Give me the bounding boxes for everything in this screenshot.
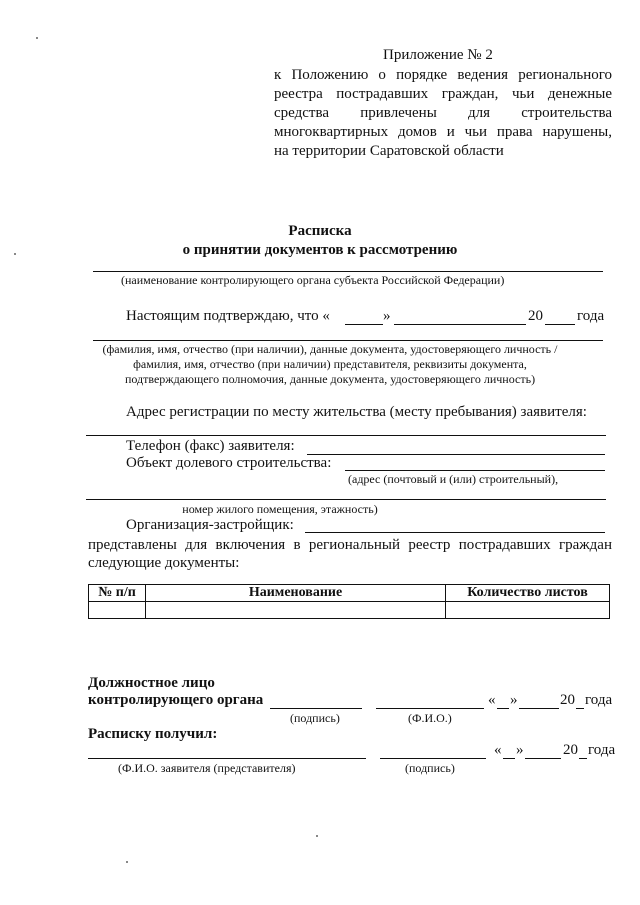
table-cell-number[interactable] bbox=[89, 602, 146, 619]
document-subtitle: о принятии документов к рассмотрению bbox=[182, 242, 458, 258]
confirm-prefix: Настоящим подтверждаю, что « bbox=[126, 308, 330, 324]
person-caption-2: фамилия, имя, отчество (при наличии) представителя, реквизиты документа, bbox=[133, 357, 527, 371]
official-year: 20 bbox=[560, 692, 575, 708]
official-label-2: контролирующего органа bbox=[88, 692, 264, 708]
address-line[interactable] bbox=[86, 435, 606, 436]
official-sign-line[interactable] bbox=[270, 708, 362, 709]
scan-speck bbox=[36, 37, 38, 39]
col-number-header: № п/п bbox=[89, 585, 146, 602]
appendix-title: Приложение № 2 bbox=[383, 47, 493, 63]
scan-speck bbox=[14, 253, 16, 255]
document-title: Расписка bbox=[288, 223, 352, 239]
confirm-month-line[interactable] bbox=[394, 324, 526, 325]
object-label: Объект долевого строительства: bbox=[126, 455, 332, 471]
official-month-line[interactable] bbox=[519, 708, 559, 709]
official-date-open: « bbox=[488, 692, 496, 708]
received-month-line[interactable] bbox=[525, 758, 561, 759]
received-date-close: » bbox=[516, 742, 524, 758]
confirm-day-line[interactable] bbox=[345, 324, 383, 325]
received-label: Расписку получил: bbox=[88, 726, 218, 742]
scan-speck bbox=[316, 835, 318, 837]
received-date-open: « bbox=[494, 742, 502, 758]
official-year-line[interactable] bbox=[576, 708, 584, 709]
confirm-mid: » bbox=[383, 308, 391, 324]
official-sign-caption: (подпись) bbox=[290, 711, 340, 725]
person-line[interactable] bbox=[93, 340, 603, 341]
col-sheets-header: Количество листов bbox=[446, 585, 610, 602]
person-caption-1: (фамилия, имя, отчество (при наличии), данные документа, удостоверяющего личность / bbox=[102, 342, 558, 356]
received-name-line[interactable] bbox=[88, 758, 366, 759]
apartment-line[interactable] bbox=[86, 499, 606, 500]
appendix-line-4: многоквартирных домов и чьи права нарушены, bbox=[274, 124, 612, 140]
table-cell-sheets[interactable] bbox=[446, 602, 610, 619]
scan-speck bbox=[126, 861, 128, 863]
submitted-line-1: представлены для включения в региональный реестр пострадавших граждан bbox=[88, 537, 612, 553]
appendix-line-5: на территории Саратовской области bbox=[274, 143, 504, 159]
official-name-line[interactable] bbox=[376, 708, 484, 709]
official-year-suffix: года bbox=[585, 692, 613, 708]
received-year-suffix: года bbox=[588, 742, 616, 758]
official-label-1: Должностное лицо bbox=[88, 675, 215, 691]
col-name-header: Наименование bbox=[146, 585, 446, 602]
phone-label: Телефон (факс) заявителя: bbox=[126, 438, 295, 454]
table-cell-name[interactable] bbox=[146, 602, 446, 619]
received-year-line[interactable] bbox=[579, 758, 587, 759]
person-caption-3: подтверждающего полномочия, данные документа, удостоверяющего личность) bbox=[124, 372, 536, 386]
received-day-line[interactable] bbox=[503, 758, 515, 759]
official-name-caption: (Ф.И.О.) bbox=[408, 711, 452, 725]
developer-line[interactable] bbox=[305, 532, 605, 533]
documents-table bbox=[88, 584, 610, 619]
object-line[interactable] bbox=[345, 470, 605, 471]
address-label: Адрес регистрации по месту жительства (месту пребывания) заявителя: bbox=[126, 404, 587, 420]
received-sign-line[interactable] bbox=[380, 758, 486, 759]
organ-caption: (наименование контролирующего органа субъекта Российской Федерации) bbox=[121, 273, 505, 287]
phone-line[interactable] bbox=[307, 454, 605, 455]
confirm-year-line[interactable] bbox=[545, 324, 575, 325]
official-day-line[interactable] bbox=[497, 708, 509, 709]
appendix-line-2: реестра пострадавших граждан, чьи денежные bbox=[274, 86, 612, 102]
table-header-row bbox=[89, 585, 610, 602]
confirm-year-suffix: года bbox=[577, 308, 605, 324]
developer-label: Организация-застройщик: bbox=[126, 517, 294, 533]
apartment-caption: номер жилого помещения, этажность) bbox=[182, 502, 378, 516]
received-name-caption: (Ф.И.О. заявителя (представителя) bbox=[118, 761, 296, 775]
organ-name-line[interactable] bbox=[93, 271, 603, 272]
submitted-line-2: следующие документы: bbox=[88, 555, 240, 571]
appendix-line-3: средства привлечены для строительства bbox=[274, 105, 612, 121]
official-date-close: » bbox=[510, 692, 518, 708]
appendix-line-1: к Положению о порядке ведения регионального bbox=[274, 67, 612, 83]
object-caption: (адрес (почтовый и (или) строительный), bbox=[348, 472, 559, 486]
table-row bbox=[89, 602, 610, 619]
confirm-year-prefix: 20 bbox=[528, 308, 543, 324]
received-year: 20 bbox=[563, 742, 578, 758]
received-sign-caption: (подпись) bbox=[405, 761, 455, 775]
